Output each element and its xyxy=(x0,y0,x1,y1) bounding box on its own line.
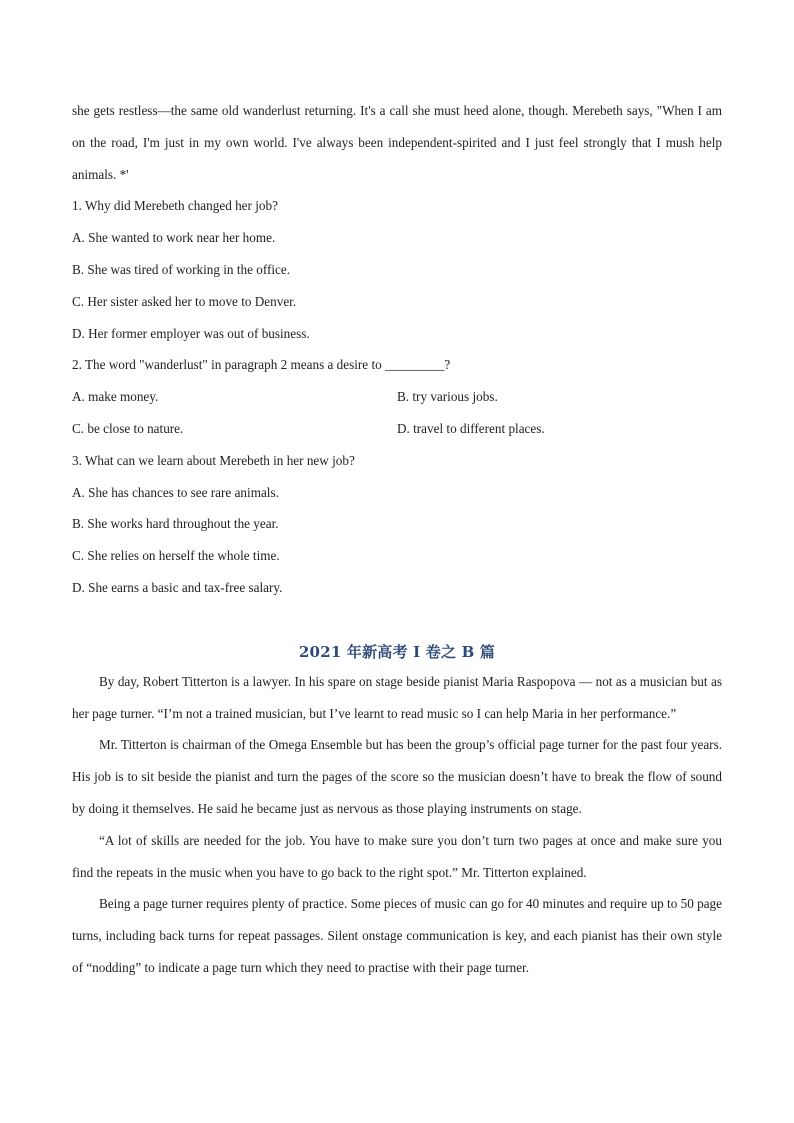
passage-paragraph: Being a page turner requires plenty of practice. Some pieces of music can go for 40 minutes and require up to 50 page turns, including back turns for repeat passages. Silent onstage communication is key, and each pianist has their own style of “nodding” to indicate a page turn which they need to practise with their page turner. xyxy=(72,896,722,975)
option-c: C. She relies on herself the whole time. xyxy=(72,548,280,564)
option-c: C. Her sister asked her to move to Denver. xyxy=(72,293,297,309)
question-3 xyxy=(72,445,722,604)
option-row xyxy=(72,381,722,413)
passage-paragraph: “A lot of skills are needed for the job. You have to make sure you don’t turn two pages at once and make sure you find the repeats in the music when you have to go back to the right spot.” Mr. Titterton explained. xyxy=(72,832,722,880)
passage-a-continuation: she gets restless—the same old wanderlust returning. It's a call she must heed alone, though. Merebeth says, "When I am on the road, I'm just in my own world. I've always been independent-spirited and I just feel strongly that I mush help animals. *' xyxy=(72,103,722,182)
option-d: D. She earns a basic and tax-free salary. xyxy=(72,579,283,595)
option-b: B. She works hard throughout the year. xyxy=(72,516,279,532)
section-b-passage xyxy=(72,666,722,984)
option-a: A. She has chances to see rare animals. xyxy=(72,484,279,500)
option-row xyxy=(72,413,722,445)
passage-paragraph: By day, Robert Titterton is a lawyer. In his spare on stage beside pianist Maria Raspopova — not as a musician but as her page turner. “I’m not a trained musician, but I’ve learnt to read music so I can help Maria in her performance.” xyxy=(72,673,722,721)
section-b-title-text: 2021 年新高考 I 卷之 B 篇 xyxy=(298,642,496,661)
option-b: B. She was tired of working in the office. xyxy=(72,261,291,277)
question-stem: 1. Why did Merebeth changed her job? xyxy=(72,198,278,214)
document-page xyxy=(72,95,722,984)
option-d: D. travel to different places. xyxy=(397,420,545,436)
option-c: C. be close to nature. xyxy=(72,420,184,436)
question-stem: 2. The word "wanderlust" in paragraph 2 means a desire to _________? xyxy=(72,357,451,373)
option-a: A. She wanted to work near her home. xyxy=(72,230,276,246)
question-1 xyxy=(72,190,722,349)
passage-paragraph: Mr. Titterton is chairman of the Omega Ensemble but has been the group’s official page turner for the past four years. His job is to sit beside the pianist and turn the pages of the score so the musician doesn’t have to break the flow of sound by doing it themselves. He said he became just as nervous as those playing instruments on stage. xyxy=(72,737,722,816)
option-b: B. try various jobs. xyxy=(397,389,498,405)
option-a: A. make money. xyxy=(72,389,159,405)
question-stem: 3. What can we learn about Merebeth in her new job? xyxy=(72,452,355,468)
question-2 xyxy=(72,349,722,444)
option-d: D. Her former employer was out of business. xyxy=(72,325,310,341)
section-b-title xyxy=(72,638,722,666)
